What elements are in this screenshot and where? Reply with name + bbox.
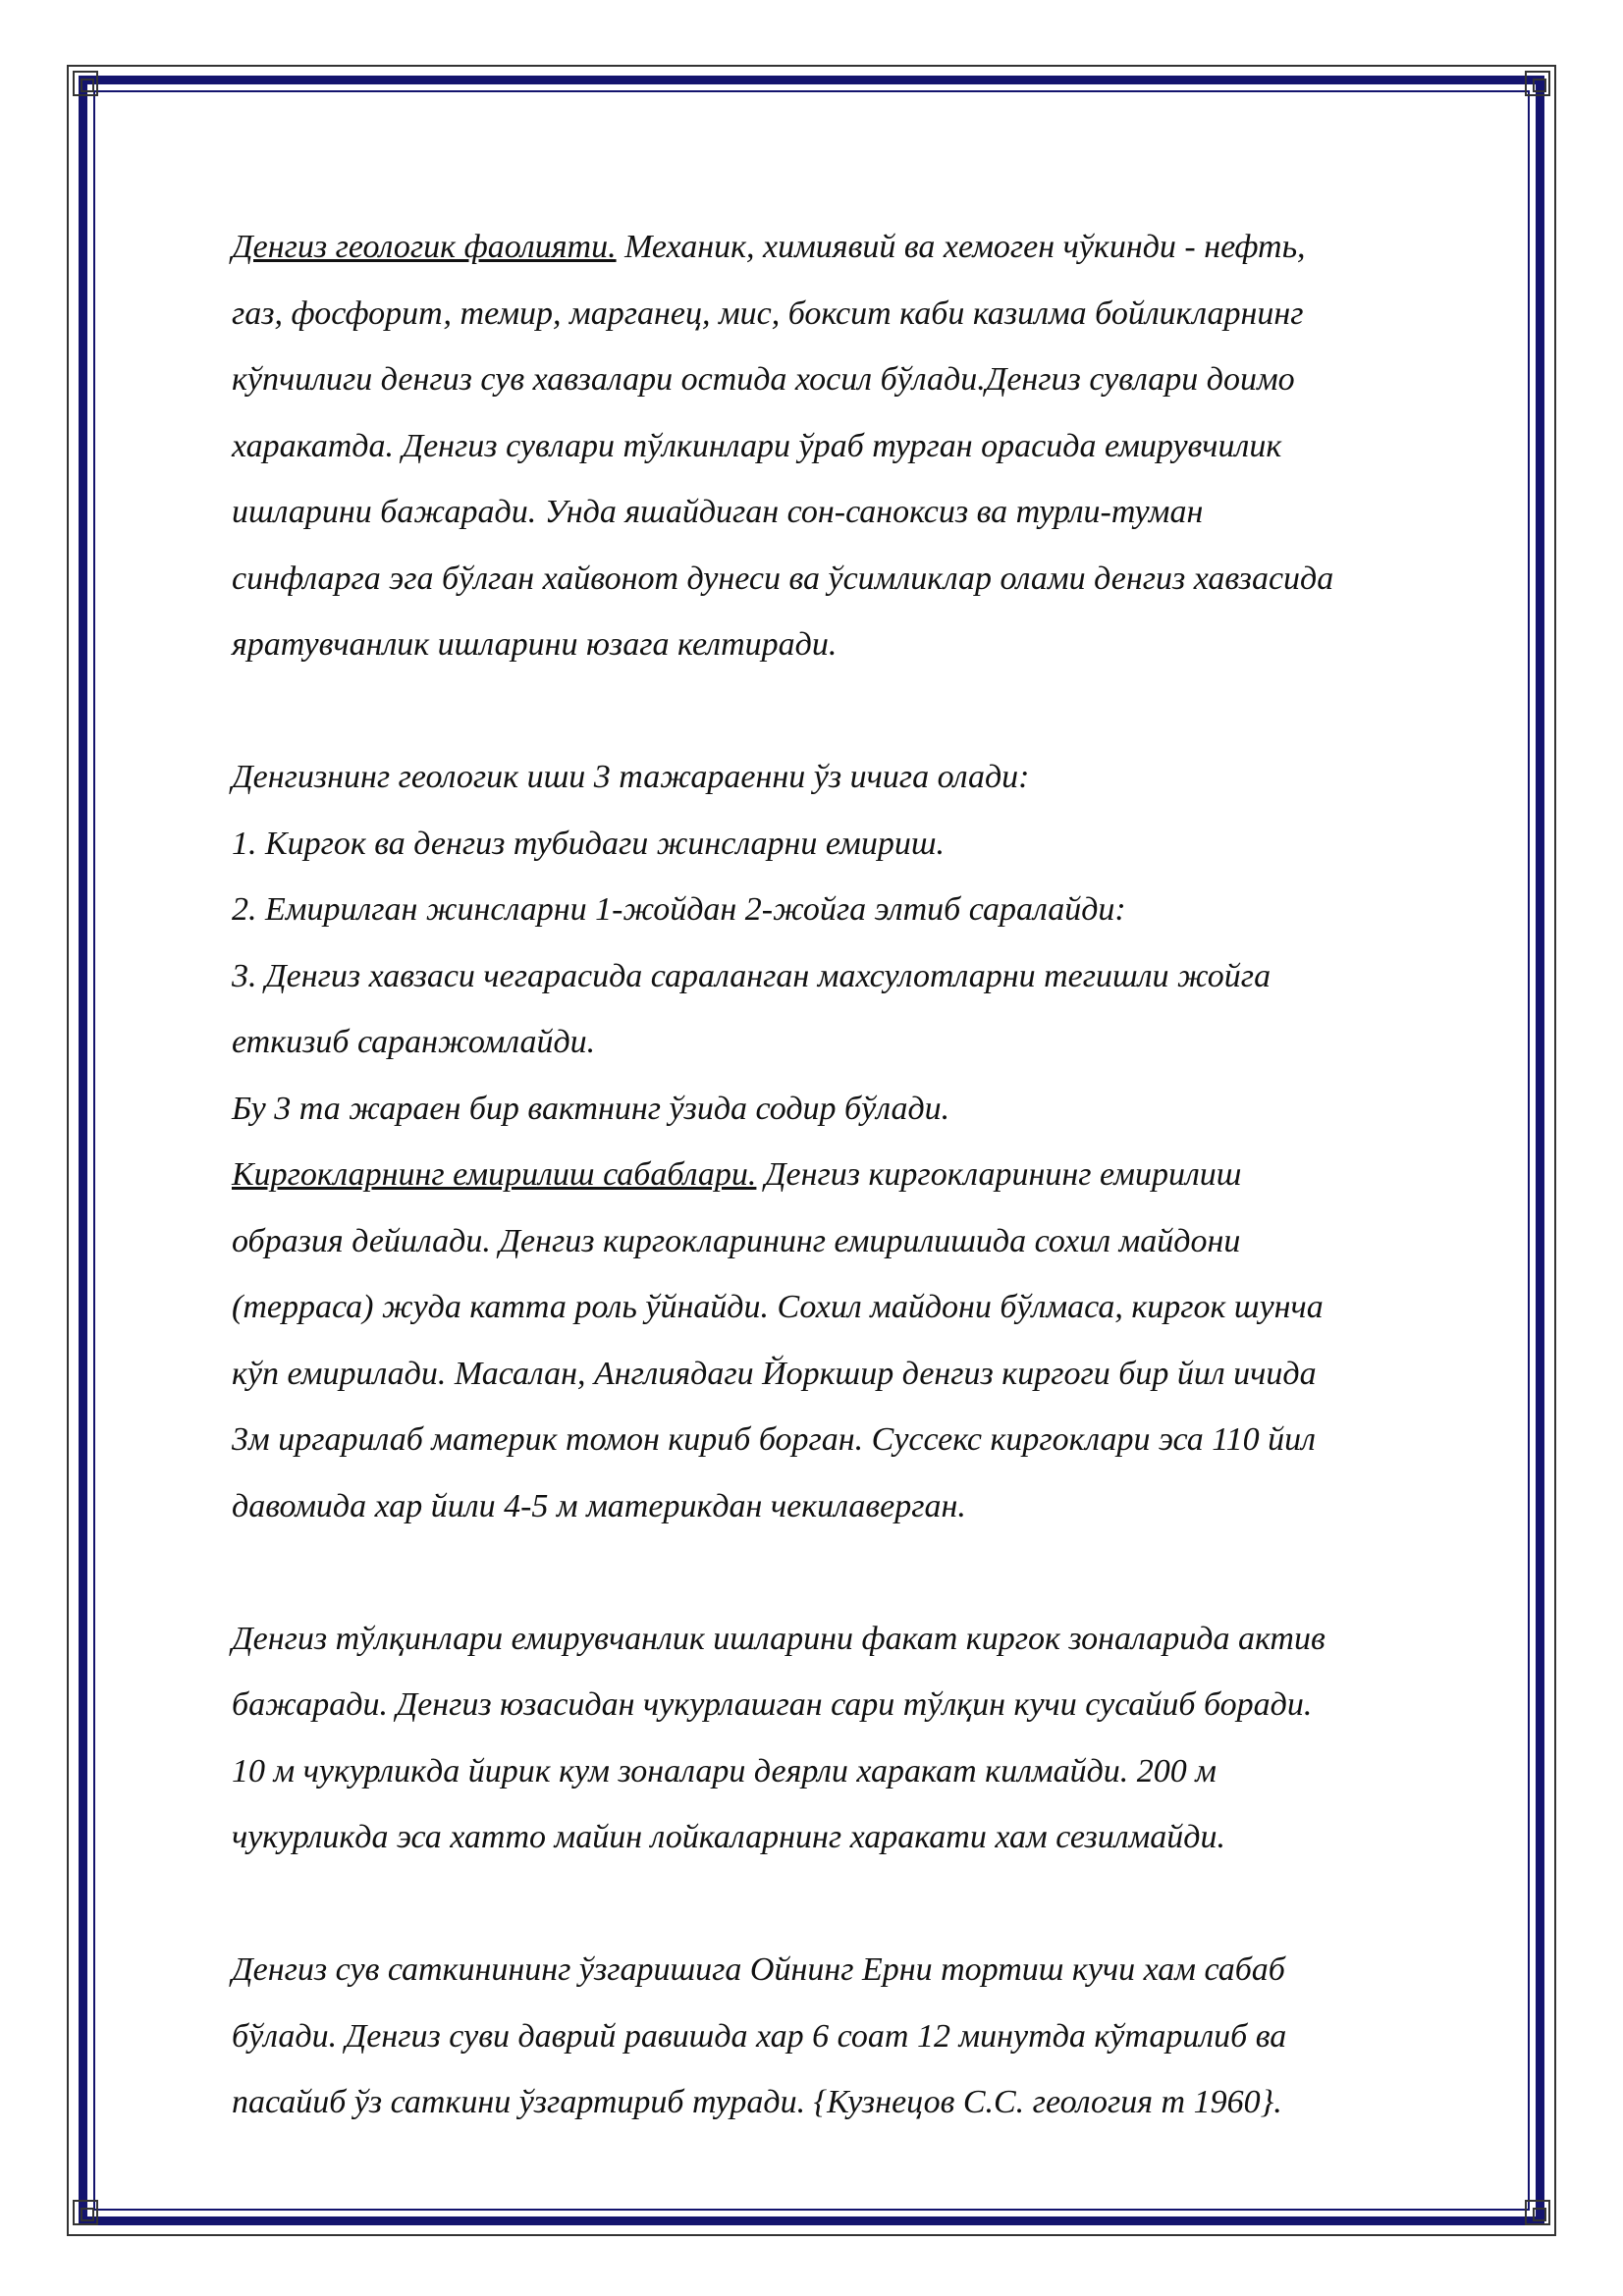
text-line: кўп емирилади. Масалан, Англиядаги Йоркшир денгиз киргоги бир йил ичида bbox=[232, 1355, 1317, 1392]
text-line: образия дейилади. Денгиз киргокларининг емирилишида сохил майдони bbox=[232, 1222, 1241, 1259]
frame-corner-ornament bbox=[1525, 71, 1550, 96]
text-line: пасайиб ўз саткини ўзгартириб туради. {Кузнецов С.С. геология т 1960}. bbox=[232, 2084, 1282, 2120]
text-line: (терраса) жуда катта роль ўйнайди. Сохил майдони бўлмаса, киргок шунча bbox=[232, 1289, 1324, 1325]
section-heading: Денгиз геологик фаолияти. bbox=[232, 229, 617, 265]
text-line: харакатда. Денгиз сувлари тўлкинлари ўраб турган орасида емирувчилик bbox=[232, 427, 1282, 464]
section-heading: Киргокларнинг емирилиш сабаблари. bbox=[232, 1156, 757, 1193]
text-line: бўлади. Денгиз суви даврий равишда хар 6 соат 12 минутда кўтарилиб ва bbox=[232, 2017, 1287, 2055]
text-span: Денгиз киргокларининг емирилиш bbox=[756, 1156, 1242, 1193]
text-span: Механик, химиявий ва хемоген чўкинди - нефть, bbox=[616, 229, 1306, 265]
paragraph-processes bbox=[232, 744, 1508, 1539]
paragraph-gap bbox=[232, 1539, 1508, 1606]
frame-corner-ornament bbox=[73, 71, 98, 96]
text-line: чукурликда эса хатто майин лойкаларнинг харакати хам сезилмайди. bbox=[232, 1819, 1225, 1855]
list-item: 3. Денгиз хавзаси чегарасида сараланган махсулотларни тегишли жойга bbox=[232, 957, 1271, 994]
text-line: яратувчанлик ишларини юзага келтиради. bbox=[232, 626, 838, 663]
text-line: Денгиз сув саткинининг ўзгаришига Ойнинг Ерни тортиш кучи хам сабаб bbox=[232, 1951, 1285, 1988]
list-item: 1. Киргок ва денгиз тубидаги жинсларни емириш. bbox=[232, 825, 946, 862]
text-line: 3м иргарилаб материк томон кириб борган. Суссекс киргоклари эса 110 йил bbox=[232, 1421, 1317, 1458]
text-line: Бу 3 та жараен бир вактнинг ўзида содир бўлади. bbox=[232, 1090, 950, 1127]
paragraph-gap bbox=[232, 1871, 1508, 1938]
list-item: 2. Емирилган жинсларни 1-жойдан 2-жойга элтиб саралайди: bbox=[232, 891, 1126, 928]
frame-corner-ornament bbox=[73, 2200, 98, 2225]
text-line: Денгизнинг геологик иши 3 тажараенни ўз ичига олади: bbox=[232, 759, 1030, 795]
text-line bbox=[232, 214, 1508, 281]
frame-corner-ornament bbox=[1525, 2200, 1550, 2225]
text-line: кўпчилиги денгиз сув хавзалари остида хосил бўлади.Денгиз сувлари доимо bbox=[232, 361, 1295, 398]
text-line bbox=[232, 1142, 1508, 1208]
text-line: бажаради. Денгиз юзасидан чукурлашган сари тўлқин кучи сусайиб боради. bbox=[232, 1686, 1313, 1723]
paragraph-waves bbox=[232, 1606, 1508, 1871]
text-line: газ, фосфорит, темир, марганец, мис, боксит каби казилма бойликларнинг bbox=[232, 294, 1304, 332]
text-line: ишларини бажаради. Унда яшайдиган сон-саноксиз ва турли-туман bbox=[232, 494, 1204, 530]
text-line: давомида хар йили 4-5 м материкдан чекилаверган. bbox=[232, 1487, 966, 1524]
document-body bbox=[232, 214, 1508, 2136]
text-line: синфларга эга бўлган хайвонот дунеси ва ўсимликлар олами денгиз хавзасида bbox=[232, 560, 1334, 597]
paragraph-tides bbox=[232, 1937, 1508, 2136]
text-line: еткизиб саранжомлайди. bbox=[232, 1024, 596, 1060]
paragraph-gap bbox=[232, 678, 1508, 745]
text-line: 10 м чукурликда йирик кум зоналари деярли харакат килмайди. 200 м bbox=[232, 1752, 1217, 1789]
text-line: Денгиз тўлқинлари емирувчанлик ишларини факат киргок зоналарида актив bbox=[232, 1620, 1325, 1657]
paragraph-sea-geology bbox=[232, 214, 1508, 678]
